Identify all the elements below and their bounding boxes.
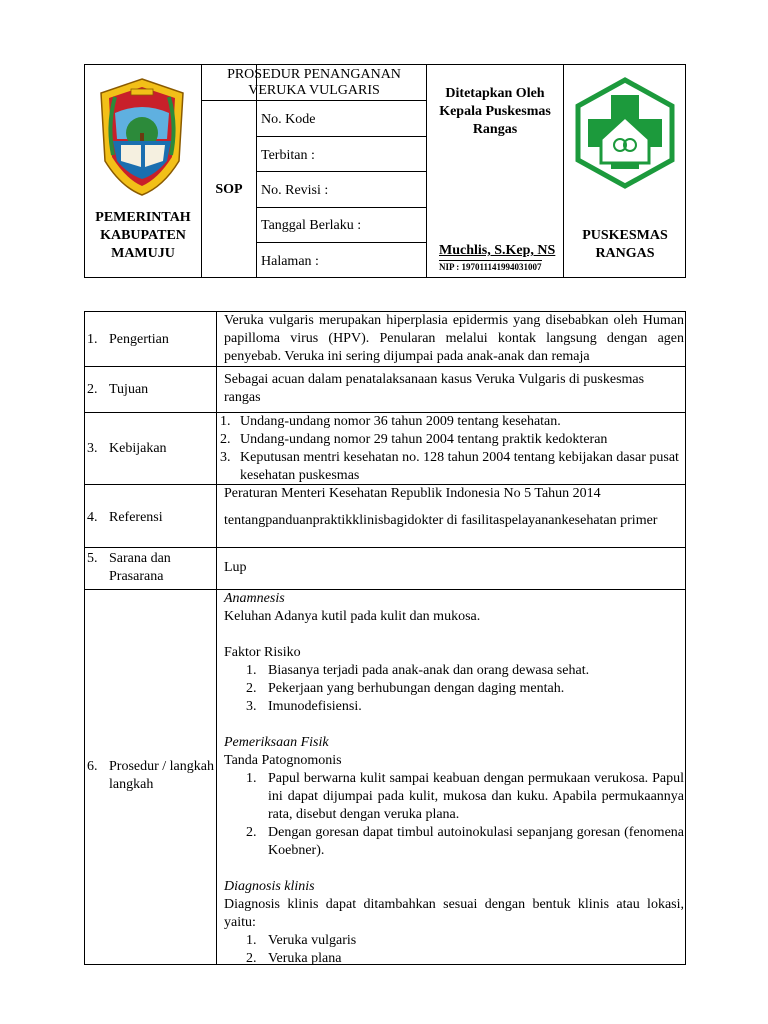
row-number: 2. (87, 382, 98, 397)
list-item (224, 932, 684, 950)
row-title: Referensi (109, 510, 163, 525)
row-content (220, 413, 680, 485)
list-item (224, 680, 684, 698)
field-no-revisi: No. Revisi : (261, 183, 329, 198)
diagnosis-text: Diagnosis klinis dapat ditambahkan sesuai dengan bentuk klinis atau lokasi, yaitu: (224, 897, 684, 930)
row-content-line: Peraturan Menteri Kesehatan Republik Indonesia No 5 Tahun 2014 (224, 486, 601, 501)
list-item (220, 449, 680, 485)
field-no-kode: No. Kode (261, 112, 316, 127)
list-number: 2. (246, 825, 257, 840)
row-content: Veruka vulgaris merupakan hiperplasia epidermis yang disebabkan oleh Human papilloma virus (HPV). Penularan melalui kontak langsung dengan agen penyebab. Veruka ini sering dijumpai pada anak-anak dan remaja (224, 313, 684, 364)
row-content: Lup (224, 560, 247, 575)
list-text: Imunodefisiensi. (268, 699, 362, 714)
list-number: 2. (246, 951, 257, 966)
header-divider (201, 100, 426, 101)
list-number: 2. (220, 432, 231, 447)
gov-name: PEMERINTAH KABUPATEN MAMUJU (95, 210, 191, 261)
header-divider (256, 136, 426, 137)
header-divider (256, 242, 426, 243)
page-title: PROSEDUR PENANGANAN VERUKA VULGARIS (227, 67, 401, 98)
diagnosis-heading: Diagnosis klinis (224, 879, 315, 894)
row-number: 6. (87, 759, 98, 774)
row-divider (85, 547, 685, 548)
header-table (84, 64, 686, 278)
list-text: Keputusan mentri kesehatan no. 128 tahun 2004 tentang kebijakan dasar pusat kesehatan puskesmas (240, 450, 679, 483)
procedure-content (224, 590, 684, 968)
row-title: Kebijakan (109, 441, 167, 456)
puskesmas-logo (573, 77, 677, 189)
row-title: Prosedur / langkah langkah (109, 759, 214, 792)
list-text: Undang-undang nomor 36 tahun 2009 tentang kesehatan. (240, 414, 561, 429)
row-number: 5. (87, 551, 98, 566)
sign-heading: Tanda Patognomonis (224, 753, 342, 768)
row-title: Sarana dan Prasarana (109, 551, 171, 584)
list-item (220, 413, 680, 431)
list-text: Biasanya terjadi pada anak-anak dan orang dewasa sehat. (268, 663, 590, 678)
anamnesis-heading: Anamnesis (224, 591, 285, 606)
list-text: Papul berwarna kulit sampai keabuan dengan permukaan verukosa. Papul ini dapat dijumpai pada kulit, mukosa dan kuku. Apabila permukaannya rata, disebut dengan veruka plana. (268, 771, 684, 822)
row-title: Tujuan (109, 382, 149, 397)
header-divider (426, 65, 427, 277)
list-number: 1. (246, 771, 257, 786)
list-text: Veruka plana (268, 951, 342, 966)
list-number: 1. (246, 933, 257, 948)
row-content: Sebagai acuan dalam penatalaksanaan kasus Veruka Vulgaris di puskesmas rangas (224, 372, 645, 405)
sign-list (224, 770, 684, 860)
row-number: 4. (87, 510, 98, 525)
policy-list (220, 413, 680, 485)
exam-heading: Pemeriksaan Fisik (224, 735, 329, 750)
list-item (224, 824, 684, 860)
diagnosis-list (224, 932, 684, 968)
list-item (220, 431, 680, 449)
clinic-name: PUSKESMAS RANGAS (582, 228, 668, 261)
risk-heading: Faktor Risiko (224, 645, 301, 660)
approved-by: Ditetapkan Oleh Kepala Puskesmas Rangas (439, 86, 551, 137)
list-number: 3. (246, 699, 257, 714)
list-item (224, 698, 684, 716)
row-content-line: tentangpanduanpraktikklinisbagidokter di fasilitaspelayanankesehatan primer (224, 513, 658, 528)
header-divider (256, 171, 426, 172)
field-halaman: Halaman : (261, 254, 319, 269)
risk-list (224, 662, 684, 716)
list-text: Pekerjaan yang berhubungan dengan daging mentah. (268, 681, 565, 696)
list-number: 1. (246, 663, 257, 678)
list-text: Undang-undang nomor 29 tahun 2004 tentang praktik kedokteran (240, 432, 608, 447)
row-number: 1. (87, 332, 98, 347)
row-divider (85, 366, 685, 367)
regency-emblem (95, 75, 189, 199)
row-title: Pengertian (109, 332, 169, 347)
list-item (224, 662, 684, 680)
sop-label: SOP (215, 182, 243, 197)
list-text: Dengan goresan dapat timbul autoinokulasi sepanjang goresan (fenomena Koebner). (268, 825, 684, 858)
signer-name: Muchlis, S.Kep, NS (439, 243, 556, 258)
column-divider (216, 312, 217, 964)
header-divider (256, 207, 426, 208)
list-item (224, 770, 684, 824)
list-item (224, 950, 684, 968)
field-terbitan: Terbitan : (261, 148, 315, 163)
list-number: 3. (220, 450, 231, 465)
list-number: 2. (246, 681, 257, 696)
content-table (84, 311, 686, 965)
row-number: 3. (87, 441, 98, 456)
anamnesis-text: Keluhan Adanya kutil pada kulit dan mukosa. (224, 609, 481, 624)
list-number: 1. (220, 414, 231, 429)
list-text: Veruka vulgaris (268, 933, 357, 948)
field-tanggal-berlaku: Tanggal Berlaku : (261, 218, 362, 233)
signer-nip: NIP : 197011141994031007 (439, 262, 542, 272)
